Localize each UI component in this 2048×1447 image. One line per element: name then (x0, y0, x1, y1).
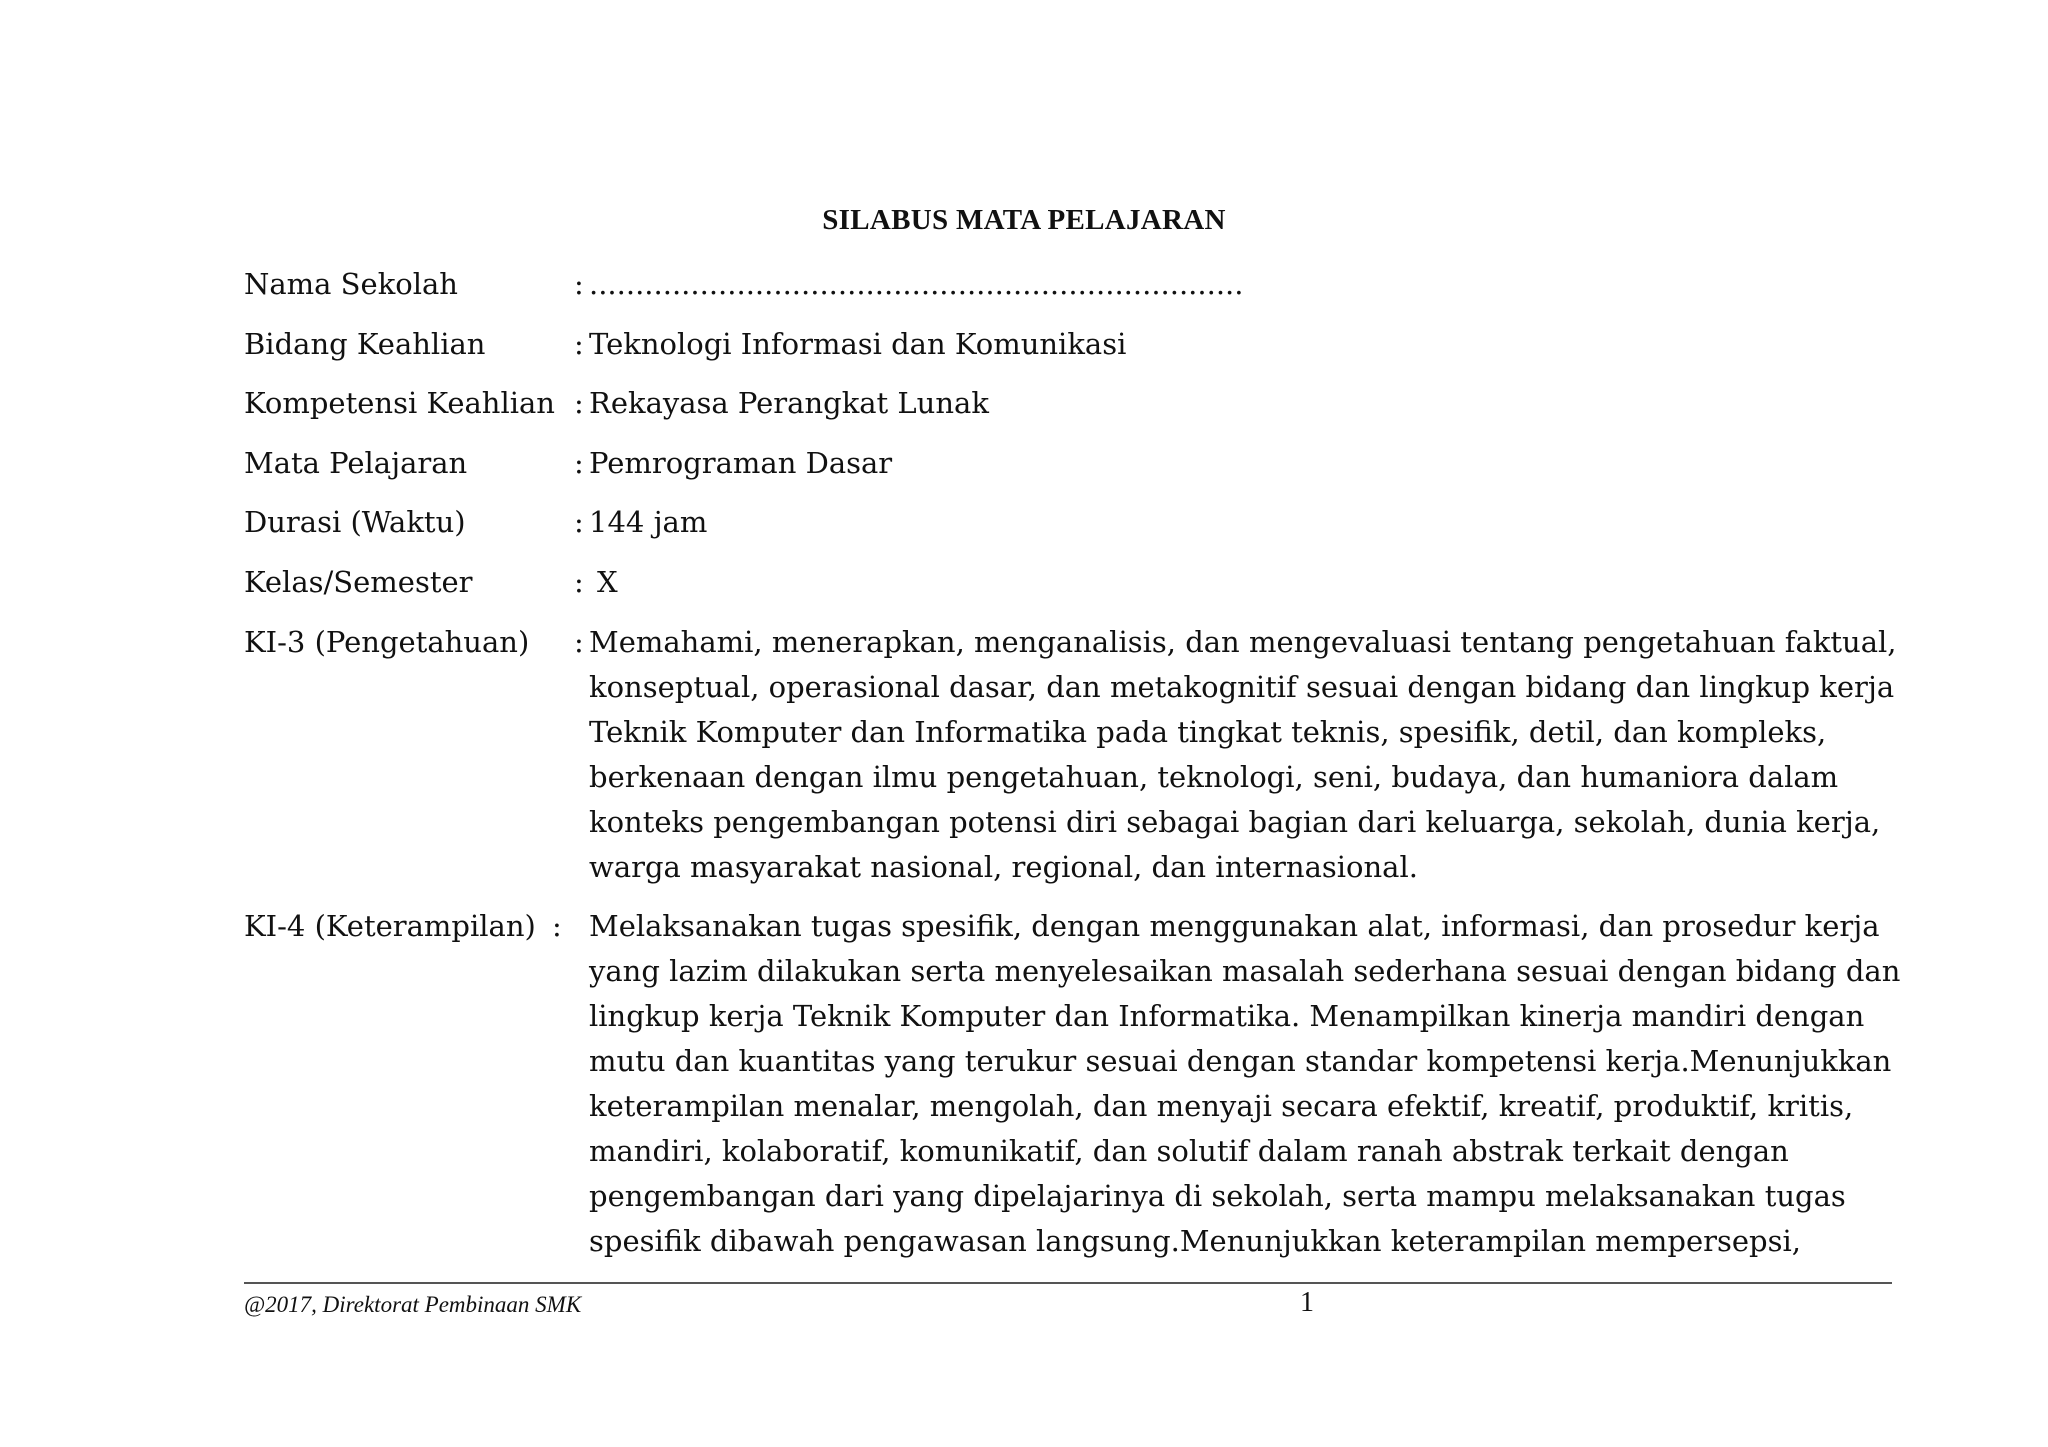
footer-divider (244, 1282, 1892, 1284)
field-value: 144 jam (589, 505, 708, 539)
ki3-line: konseptual, operasional dasar, dan metakognitif sesuai dengan bidang dan lingkup kerja (589, 670, 1895, 704)
field-value: Teknologi Informasi dan Komunikasi (589, 327, 1127, 361)
ki4-line: yang lazim dilakukan serta menyelesaikan masalah sederhana sesuai dengan bidang dan (589, 954, 1901, 988)
ki4-line: mandiri, kolaboratif, komunikatif, dan solutif dalam ranah abstrak terkait dengan (589, 1134, 1789, 1168)
ki3-paragraph (589, 620, 1909, 890)
ki3-line: Memahami, menerapkan, menganalisis, dan mengevaluasi tentang pengetahuan faktual, (589, 625, 1897, 659)
field-value: Pemrograman Dasar (589, 446, 893, 480)
field-label: KI-4 (Keterampilan) (244, 909, 536, 943)
page-number: 1 (1300, 1287, 1314, 1318)
field-colon: : (574, 327, 584, 361)
field-colon: : (574, 446, 584, 480)
footer-credit: @2017, Direktorat Pembinaan SMK (244, 1292, 582, 1317)
field-colon: : (574, 386, 584, 420)
field-label: Durasi (Waktu) (244, 505, 466, 539)
ki3-line: berkenaan dengan ilmu pengetahuan, teknologi, seni, budaya, dan humaniora dalam (589, 760, 1839, 794)
field-colon: : (574, 267, 584, 301)
ki4-line: mutu dan kuantitas yang terukur sesuai dengan standar kompetensi kerja.Menunjukkan (589, 1044, 1892, 1078)
ki4-paragraph (589, 904, 1909, 1264)
field-value: X (597, 565, 618, 599)
ki3-line: Teknik Komputer dan Informatika pada tingkat teknis, spesifik, detil, dan kompleks, (589, 715, 1827, 749)
field-label: Kompetensi Keahlian (244, 386, 555, 420)
ki4-line: spesifik dibawah pengawasan langsung.Menunjukkan keterampilan mempersepsi, (589, 1224, 1801, 1258)
document-title: SILABUS MATA PELAJARAN (822, 204, 1226, 236)
field-colon: : (574, 565, 584, 599)
ki4-line: lingkup kerja Teknik Komputer dan Informatika. Menampilkan kinerja mandiri dengan (589, 999, 1865, 1033)
field-label: Bidang Keahlian (244, 327, 486, 361)
field-colon: : (574, 505, 584, 539)
field-label: KI-3 (Pengetahuan) (244, 625, 530, 659)
ki4-line: keterampilan menalar, mengolah, dan menyaji secara efektif, kreatif, produktif, kritis, (589, 1089, 1854, 1123)
ki3-line: warga masyarakat nasional, regional, dan internasional. (589, 850, 1418, 884)
field-colon: : (574, 625, 584, 659)
ki4-line: Melaksanakan tugas spesifik, dengan menggunakan alat, informasi, dan prosedur kerja (589, 909, 1880, 943)
field-label: Mata Pelajaran (244, 446, 468, 480)
ki3-line: konteks pengembangan potensi diri sebagai bagian dari keluarga, sekolah, dunia kerja, (589, 805, 1881, 839)
field-label: Kelas/Semester (244, 565, 473, 599)
field-label: Nama Sekolah (244, 267, 458, 301)
field-colon: : (552, 909, 562, 943)
field-value: ....................................................................... (589, 267, 1244, 301)
ki4-line: pengembangan dari yang dipelajarinya di sekolah, serta mampu melaksanakan tugas (589, 1179, 1846, 1213)
field-value: Rekayasa Perangkat Lunak (589, 386, 989, 420)
